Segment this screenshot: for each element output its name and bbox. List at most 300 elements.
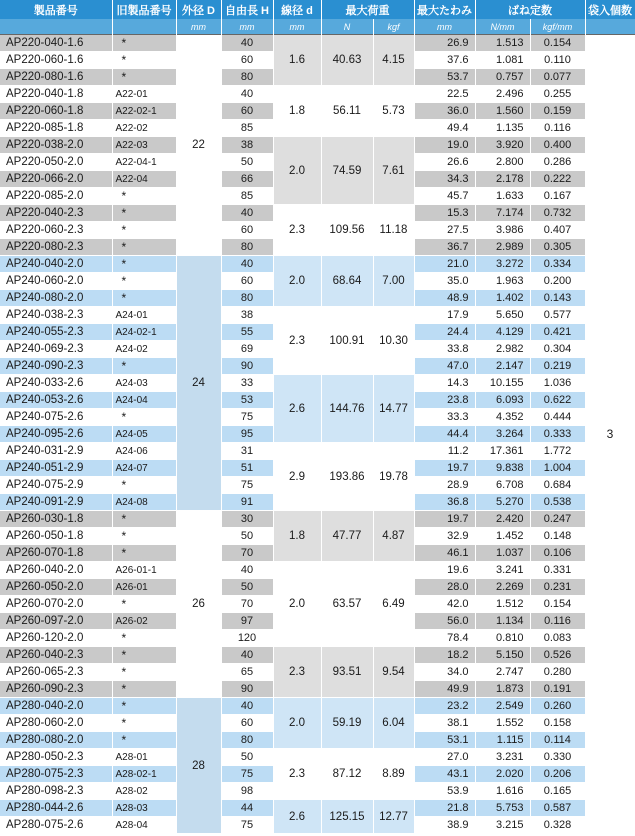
- max-deflection: 33.8: [414, 341, 475, 358]
- max-deflection: 32.9: [414, 528, 475, 545]
- spring-rate-kgf: 0.732: [530, 205, 585, 222]
- old-part-number: A24-02-1: [112, 324, 176, 341]
- max-deflection: 27.0: [414, 749, 475, 766]
- spring-rate-n: 1.633: [475, 188, 530, 205]
- max-load-n: 63.57: [321, 562, 373, 647]
- max-load-kgf: 7.00: [373, 256, 414, 307]
- old-part-number: *: [112, 511, 176, 528]
- free-length: 50: [221, 749, 273, 766]
- free-length: 33: [221, 375, 273, 392]
- spring-rate-n: 0.757: [475, 69, 530, 86]
- max-deflection: 34.0: [414, 664, 475, 681]
- part-number: AP280-098-2.3: [0, 783, 112, 800]
- free-length: 31: [221, 443, 273, 460]
- spring-rate-kgf: 1.004: [530, 460, 585, 477]
- wire-diameter: 1.8: [273, 86, 321, 137]
- part-number: AP220-066-2.0: [0, 171, 112, 188]
- spring-rate-kgf: 0.330: [530, 749, 585, 766]
- spring-rate-kgf: 0.304: [530, 341, 585, 358]
- free-length: 38: [221, 137, 273, 154]
- old-part-number: *: [112, 409, 176, 426]
- part-number: AP240-080-2.0: [0, 290, 112, 307]
- spring-rate-n: 17.361: [475, 443, 530, 460]
- wire-diameter: 2.9: [273, 443, 321, 511]
- header-spring-rate: ばね定数: [475, 0, 585, 19]
- old-part-number: A24-07: [112, 460, 176, 477]
- max-deflection: 34.3: [414, 171, 475, 188]
- header-old-part-no: 旧製品番号: [112, 0, 176, 19]
- spring-rate-kgf: 0.407: [530, 222, 585, 239]
- wire-diameter: 2.3: [273, 307, 321, 375]
- part-number: AP260-030-1.8: [0, 511, 112, 528]
- spring-rate-n: 6.708: [475, 477, 530, 494]
- part-number: AP260-065-2.3: [0, 664, 112, 681]
- table-row: [0, 137, 635, 154]
- max-deflection: 44.4: [414, 426, 475, 443]
- old-part-number: A22-04-1: [112, 154, 176, 171]
- table-row: [0, 698, 635, 715]
- wire-diameter: 2.0: [273, 698, 321, 749]
- free-length: 44: [221, 800, 273, 817]
- spring-rate-kgf: 0.280: [530, 664, 585, 681]
- spring-rate-kgf: 0.444: [530, 409, 585, 426]
- part-number: AP280-050-2.3: [0, 749, 112, 766]
- max-deflection: 26.6: [414, 154, 475, 171]
- max-deflection: 23.2: [414, 698, 475, 715]
- max-deflection: 19.7: [414, 460, 475, 477]
- max-deflection: 36.7: [414, 239, 475, 256]
- part-number: AP260-040-2.0: [0, 562, 112, 579]
- part-number: AP220-085-1.8: [0, 120, 112, 137]
- table-row: [0, 647, 635, 664]
- max-deflection: 53.1: [414, 732, 475, 749]
- old-part-number: A22-01: [112, 86, 176, 103]
- old-part-number: A28-04: [112, 817, 176, 834]
- old-part-number: A24-03: [112, 375, 176, 392]
- table-row: [0, 511, 635, 528]
- max-deflection: 56.0: [414, 613, 475, 630]
- part-number: AP220-080-1.6: [0, 69, 112, 86]
- part-number: AP260-097-2.0: [0, 613, 112, 630]
- unit-od: mm: [176, 19, 221, 35]
- old-part-number: *: [112, 239, 176, 256]
- old-part-number: A22-04: [112, 171, 176, 188]
- unit-rate-kgf: kgf/mm: [530, 19, 585, 35]
- spring-rate-n: 1.512: [475, 596, 530, 613]
- part-number: AP240-031-2.9: [0, 443, 112, 460]
- max-load-n: 40.63: [321, 35, 373, 86]
- max-load-kgf: 7.61: [373, 137, 414, 205]
- part-number: AP240-095-2.6: [0, 426, 112, 443]
- spring-rate-n: 1.873: [475, 681, 530, 698]
- max-load-kgf: 6.49: [373, 562, 414, 647]
- part-number: AP220-085-2.0: [0, 188, 112, 205]
- spring-rate-kgf: 0.206: [530, 766, 585, 783]
- spring-rate-kgf: 0.083: [530, 630, 585, 647]
- part-number: AP240-038-2.3: [0, 307, 112, 324]
- spring-rate-kgf: 0.331: [530, 562, 585, 579]
- part-number: AP220-080-2.3: [0, 239, 112, 256]
- spring-rate-n: 2.020: [475, 766, 530, 783]
- spring-rate-n: 9.838: [475, 460, 530, 477]
- spring-rate-n: 1.552: [475, 715, 530, 732]
- spring-rate-kgf: 0.247: [530, 511, 585, 528]
- spring-rate-kgf: 0.526: [530, 647, 585, 664]
- part-number: AP260-050-2.0: [0, 579, 112, 596]
- spring-rate-kgf: 0.158: [530, 715, 585, 732]
- outer-diameter: 28: [176, 698, 221, 834]
- spring-rate-kgf: 0.200: [530, 273, 585, 290]
- spring-rate-kgf: 0.154: [530, 35, 585, 52]
- old-part-number: A28-02: [112, 783, 176, 800]
- max-load-kgf: 8.89: [373, 749, 414, 800]
- wire-diameter: 1.8: [273, 511, 321, 562]
- spring-rate-n: 2.178: [475, 171, 530, 188]
- spring-rate-kgf: 0.116: [530, 120, 585, 137]
- max-deflection: 47.0: [414, 358, 475, 375]
- header-row: [0, 0, 635, 19]
- table-row: [0, 307, 635, 324]
- spring-rate-kgf: 0.191: [530, 681, 585, 698]
- old-part-number: *: [112, 290, 176, 307]
- table-row: [0, 749, 635, 766]
- old-part-number: *: [112, 205, 176, 222]
- spring-rate-n: 5.650: [475, 307, 530, 324]
- max-deflection: 19.7: [414, 511, 475, 528]
- max-deflection: 11.2: [414, 443, 475, 460]
- old-part-number: A22-02: [112, 120, 176, 137]
- part-number: AP220-040-1.8: [0, 86, 112, 103]
- max-load-n: 93.51: [321, 647, 373, 698]
- old-part-number: *: [112, 647, 176, 664]
- max-load-n: 56.11: [321, 86, 373, 137]
- spring-rate-n: 4.352: [475, 409, 530, 426]
- spring-rate-kgf: 0.333: [530, 426, 585, 443]
- max-deflection: 46.1: [414, 545, 475, 562]
- free-length: 50: [221, 579, 273, 596]
- spring-rate-kgf: 0.328: [530, 817, 585, 834]
- free-length: 80: [221, 239, 273, 256]
- max-deflection: 26.9: [414, 35, 475, 52]
- spring-rate-kgf: 0.116: [530, 613, 585, 630]
- free-length: 65: [221, 664, 273, 681]
- spring-rate-kgf: 0.159: [530, 103, 585, 120]
- max-load-kgf: 4.87: [373, 511, 414, 562]
- old-part-number: *: [112, 528, 176, 545]
- table-row: [0, 205, 635, 222]
- free-length: 80: [221, 290, 273, 307]
- part-number: AP220-050-2.0: [0, 154, 112, 171]
- spring-rate-n: 2.269: [475, 579, 530, 596]
- spring-rate-n: 0.810: [475, 630, 530, 647]
- part-number: AP240-040-2.0: [0, 256, 112, 273]
- header-max-load: 最大荷重: [321, 0, 414, 19]
- old-part-number: *: [112, 52, 176, 69]
- max-load-kgf: 5.73: [373, 86, 414, 137]
- part-number: AP240-051-2.9: [0, 460, 112, 477]
- spring-rate-n: 1.037: [475, 545, 530, 562]
- free-length: 70: [221, 596, 273, 613]
- part-number: AP240-091-2.9: [0, 494, 112, 511]
- free-length: 30: [221, 511, 273, 528]
- max-load-n: 59.19: [321, 698, 373, 749]
- max-deflection: 18.2: [414, 647, 475, 664]
- free-length: 90: [221, 358, 273, 375]
- part-number: AP220-040-2.3: [0, 205, 112, 222]
- max-deflection: 28.0: [414, 579, 475, 596]
- max-deflection: 27.5: [414, 222, 475, 239]
- old-part-number: *: [112, 630, 176, 647]
- table-row: [0, 86, 635, 103]
- max-deflection: 33.3: [414, 409, 475, 426]
- free-length: 91: [221, 494, 273, 511]
- free-length: 40: [221, 205, 273, 222]
- max-deflection: 45.7: [414, 188, 475, 205]
- old-part-number: A24-02: [112, 341, 176, 358]
- unit-blank: [112, 19, 176, 35]
- unit-rate-n: N/mm: [475, 19, 530, 35]
- spring-rate-n: 1.560: [475, 103, 530, 120]
- spring-rate-n: 4.129: [475, 324, 530, 341]
- max-load-n: 193.86: [321, 443, 373, 511]
- part-number: AP280-044-2.6: [0, 800, 112, 817]
- max-deflection: 21.8: [414, 800, 475, 817]
- spring-rate-n: 6.093: [475, 392, 530, 409]
- spring-rate-n: 5.150: [475, 647, 530, 664]
- free-length: 80: [221, 732, 273, 749]
- max-deflection: 43.1: [414, 766, 475, 783]
- free-length: 75: [221, 766, 273, 783]
- free-length: 50: [221, 528, 273, 545]
- unit-load-n: N: [321, 19, 373, 35]
- max-deflection: 36.8: [414, 494, 475, 511]
- free-length: 40: [221, 86, 273, 103]
- wire-diameter: 2.6: [273, 375, 321, 443]
- old-part-number: A24-06: [112, 443, 176, 460]
- spring-rate-kgf: 0.154: [530, 596, 585, 613]
- max-deflection: 37.6: [414, 52, 475, 69]
- max-deflection: 19.6: [414, 562, 475, 579]
- unit-blank: [585, 19, 635, 35]
- header-part-no: 製品番号: [0, 0, 112, 19]
- max-deflection: 23.8: [414, 392, 475, 409]
- old-part-number: *: [112, 732, 176, 749]
- max-deflection: 24.4: [414, 324, 475, 341]
- header-wire-dia: 線径 d: [273, 0, 321, 19]
- max-load-n: 74.59: [321, 137, 373, 205]
- spring-rate-n: 1.135: [475, 120, 530, 137]
- part-number: AP220-040-1.6: [0, 35, 112, 52]
- part-number: AP260-070-1.8: [0, 545, 112, 562]
- table-row: [0, 256, 635, 273]
- spring-rate-kgf: 0.622: [530, 392, 585, 409]
- header-qty: 袋入個数: [585, 0, 635, 19]
- free-length: 75: [221, 409, 273, 426]
- part-number: AP240-069-2.3: [0, 341, 112, 358]
- old-part-number: A24-01: [112, 307, 176, 324]
- spring-rate-n: 5.270: [475, 494, 530, 511]
- spring-rate-kgf: 1.036: [530, 375, 585, 392]
- part-number: AP260-070-2.0: [0, 596, 112, 613]
- wire-diameter: 2.0: [273, 562, 321, 647]
- free-length: 69: [221, 341, 273, 358]
- max-deflection: 14.3: [414, 375, 475, 392]
- spring-rate-n: 1.963: [475, 273, 530, 290]
- free-length: 60: [221, 222, 273, 239]
- old-part-number: A28-02-1: [112, 766, 176, 783]
- old-part-number: A22-03: [112, 137, 176, 154]
- header-max-deflection: 最大たわみ: [414, 0, 475, 19]
- free-length: 95: [221, 426, 273, 443]
- max-deflection: 49.9: [414, 681, 475, 698]
- old-part-number: *: [112, 273, 176, 290]
- old-part-number: A24-05: [112, 426, 176, 443]
- table-row: [0, 443, 635, 460]
- max-load-n: 47.77: [321, 511, 373, 562]
- spring-rate-n: 7.174: [475, 205, 530, 222]
- spring-rate-kgf: 0.334: [530, 256, 585, 273]
- free-length: 97: [221, 613, 273, 630]
- spring-rate-n: 2.800: [475, 154, 530, 171]
- part-number: AP220-060-1.6: [0, 52, 112, 69]
- spring-rate-kgf: 0.400: [530, 137, 585, 154]
- free-length: 85: [221, 188, 273, 205]
- free-length: 55: [221, 324, 273, 341]
- spring-rate-n: 2.989: [475, 239, 530, 256]
- free-length: 90: [221, 681, 273, 698]
- spring-rate-kgf: 0.167: [530, 188, 585, 205]
- spring-rate-kgf: 0.222: [530, 171, 585, 188]
- unit-h: mm: [221, 19, 273, 35]
- unit-deflection: mm: [414, 19, 475, 35]
- max-load-kgf: 4.15: [373, 35, 414, 86]
- free-length: 75: [221, 817, 273, 834]
- max-load-kgf: 14.77: [373, 375, 414, 443]
- free-length: 75: [221, 477, 273, 494]
- free-length: 40: [221, 562, 273, 579]
- free-length: 98: [221, 783, 273, 800]
- table-row: [0, 562, 635, 579]
- max-deflection: 38.1: [414, 715, 475, 732]
- max-deflection: 28.9: [414, 477, 475, 494]
- spring-rate-n: 1.616: [475, 783, 530, 800]
- max-deflection: 15.3: [414, 205, 475, 222]
- wire-diameter: 2.3: [273, 749, 321, 800]
- outer-diameter: 26: [176, 511, 221, 698]
- spring-rate-kgf: 0.148: [530, 528, 585, 545]
- max-deflection: 48.9: [414, 290, 475, 307]
- spring-rate-n: 2.982: [475, 341, 530, 358]
- part-number: AP240-033-2.6: [0, 375, 112, 392]
- free-length: 60: [221, 273, 273, 290]
- max-load-kgf: 19.78: [373, 443, 414, 511]
- spring-rate-n: 2.747: [475, 664, 530, 681]
- max-load-n: 100.91: [321, 307, 373, 375]
- old-part-number: *: [112, 664, 176, 681]
- max-deflection: 17.9: [414, 307, 475, 324]
- old-part-number: *: [112, 358, 176, 375]
- free-length: 85: [221, 120, 273, 137]
- spring-rate-kgf: 0.305: [530, 239, 585, 256]
- spring-rate-kgf: 0.286: [530, 154, 585, 171]
- spring-rate-kgf: 1.772: [530, 443, 585, 460]
- max-deflection: 78.4: [414, 630, 475, 647]
- old-part-number: *: [112, 681, 176, 698]
- old-part-number: *: [112, 715, 176, 732]
- unit-row: [0, 19, 635, 35]
- old-part-number: A24-08: [112, 494, 176, 511]
- spring-rate-n: 2.420: [475, 511, 530, 528]
- part-number: AP240-055-2.3: [0, 324, 112, 341]
- spring-rate-kgf: 0.114: [530, 732, 585, 749]
- spring-rate-n: 1.081: [475, 52, 530, 69]
- max-deflection: 36.0: [414, 103, 475, 120]
- max-load-n: 144.76: [321, 375, 373, 443]
- old-part-number: *: [112, 69, 176, 86]
- wire-diameter: 2.0: [273, 256, 321, 307]
- part-number: AP240-090-2.3: [0, 358, 112, 375]
- part-number: AP260-090-2.3: [0, 681, 112, 698]
- old-part-number: A22-02-1: [112, 103, 176, 120]
- spring-rate-n: 3.231: [475, 749, 530, 766]
- spring-rate-n: 1.402: [475, 290, 530, 307]
- part-number: AP260-050-1.8: [0, 528, 112, 545]
- free-length: 60: [221, 103, 273, 120]
- outer-diameter: 24: [176, 256, 221, 511]
- part-number: AP220-060-1.8: [0, 103, 112, 120]
- free-length: 50: [221, 154, 273, 171]
- unit-load-kgf: kgf: [373, 19, 414, 35]
- max-load-n: 87.12: [321, 749, 373, 800]
- max-deflection: 19.0: [414, 137, 475, 154]
- old-part-number: *: [112, 222, 176, 239]
- part-number: AP240-053-2.6: [0, 392, 112, 409]
- unit-d: mm: [273, 19, 321, 35]
- spring-rate-kgf: 0.684: [530, 477, 585, 494]
- spring-rate-kgf: 0.219: [530, 358, 585, 375]
- max-deflection: 49.4: [414, 120, 475, 137]
- max-load-kgf: 9.54: [373, 647, 414, 698]
- outer-diameter: 22: [176, 35, 221, 256]
- spring-rate-n: 3.920: [475, 137, 530, 154]
- old-part-number: A28-03: [112, 800, 176, 817]
- max-load-n: 125.15: [321, 800, 373, 834]
- free-length: 40: [221, 35, 273, 52]
- old-part-number: *: [112, 256, 176, 273]
- free-length: 40: [221, 647, 273, 664]
- spring-rate-kgf: 0.106: [530, 545, 585, 562]
- old-part-number: *: [112, 188, 176, 205]
- free-length: 51: [221, 460, 273, 477]
- table-row: [0, 800, 635, 817]
- old-part-number: A26-01-1: [112, 562, 176, 579]
- part-number: AP240-075-2.6: [0, 409, 112, 426]
- max-load-kgf: 10.30: [373, 307, 414, 375]
- spring-rate-kgf: 0.421: [530, 324, 585, 341]
- max-load-kgf: 12.77: [373, 800, 414, 834]
- spring-rate-n: 3.272: [475, 256, 530, 273]
- spring-rate-n: 1.513: [475, 35, 530, 52]
- old-part-number: A26-01: [112, 579, 176, 596]
- wire-diameter: 2.0: [273, 137, 321, 205]
- max-load-n: 109.56: [321, 205, 373, 256]
- spring-rate-n: 2.147: [475, 358, 530, 375]
- old-part-number: *: [112, 477, 176, 494]
- free-length: 70: [221, 545, 273, 562]
- max-deflection: 53.7: [414, 69, 475, 86]
- free-length: 40: [221, 698, 273, 715]
- spring-rate-kgf: 0.077: [530, 69, 585, 86]
